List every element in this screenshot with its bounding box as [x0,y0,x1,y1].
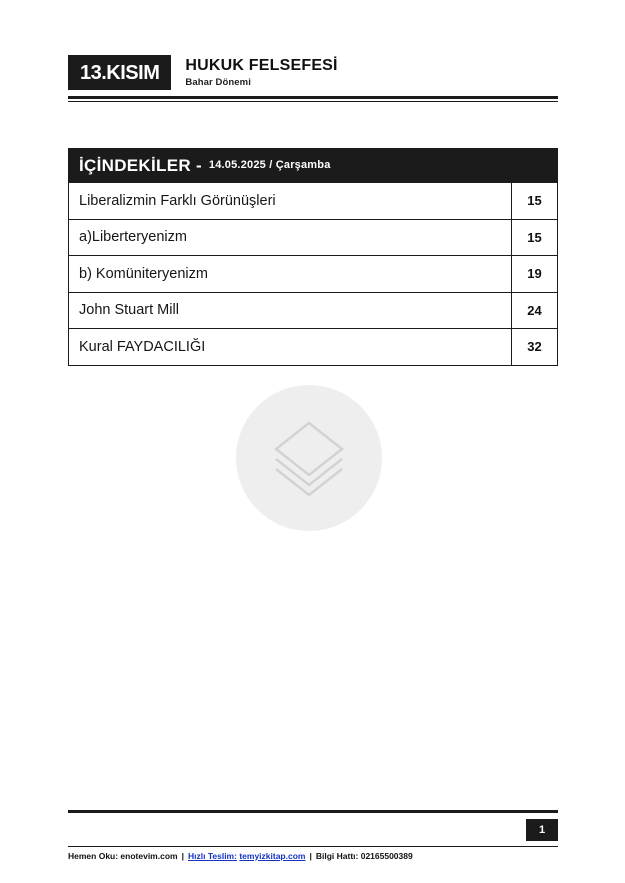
toc-heading: İÇİNDEKİLER - [79,155,202,175]
toc-entry-label: Kural FAYDACILIĞI [79,338,206,355]
toc-entry-page: 15 [511,183,557,219]
course-title: HUKUK FELSEFESİ [185,57,338,75]
header-row [68,48,558,90]
stacked-layers-logo-icon [266,415,352,501]
page-number: 1 [526,819,558,841]
watermark-badge [236,385,382,531]
footer-delivery-link[interactable]: temyizkitap.com [239,850,306,861]
toc-entry-label: Liberalizmin Farklı Görünüşleri [79,192,276,209]
toc-date: 14.05.2025 / Çarşamba [208,159,331,171]
toc-entry-label: b) Komüniteryenizm [79,265,208,282]
page-footer [68,810,558,861]
footer-delivery-label[interactable]: Hızlı Teslim: [187,850,237,861]
header-titles [185,57,337,90]
table-row[interactable] [69,182,557,219]
footer-info-label: Bilgi Hattı: 02165500389 [315,850,413,861]
course-subtitle: Bahar Dönemi [185,77,251,88]
header-rule-thick [68,96,558,99]
table-row[interactable] [69,255,557,292]
toc-entry-page: 32 [511,329,557,365]
table-row[interactable] [69,328,557,365]
page-header [68,48,558,106]
table-of-contents [68,148,558,366]
footer-contact-line [68,851,413,861]
footer-separator-2: | [309,850,312,861]
toc-entry-label: a)Liberteryenizm [79,229,187,246]
toc-entry-label: John Stuart Mill [79,302,179,319]
table-row[interactable] [69,292,557,329]
header-rule-thin [68,101,558,102]
toc-entry-page: 15 [511,220,557,256]
toc-entry-page: 19 [511,256,557,292]
footer-body [68,813,558,861]
footer-read-label: Hemen Oku: enotevim.com [68,850,178,861]
part-badge: 13.KISIM [68,55,171,90]
table-row[interactable] [69,219,557,256]
footer-rule-thin [68,846,558,847]
toc-header [69,149,557,182]
toc-entry-page: 24 [511,293,557,329]
footer-separator-1: | [181,850,184,861]
